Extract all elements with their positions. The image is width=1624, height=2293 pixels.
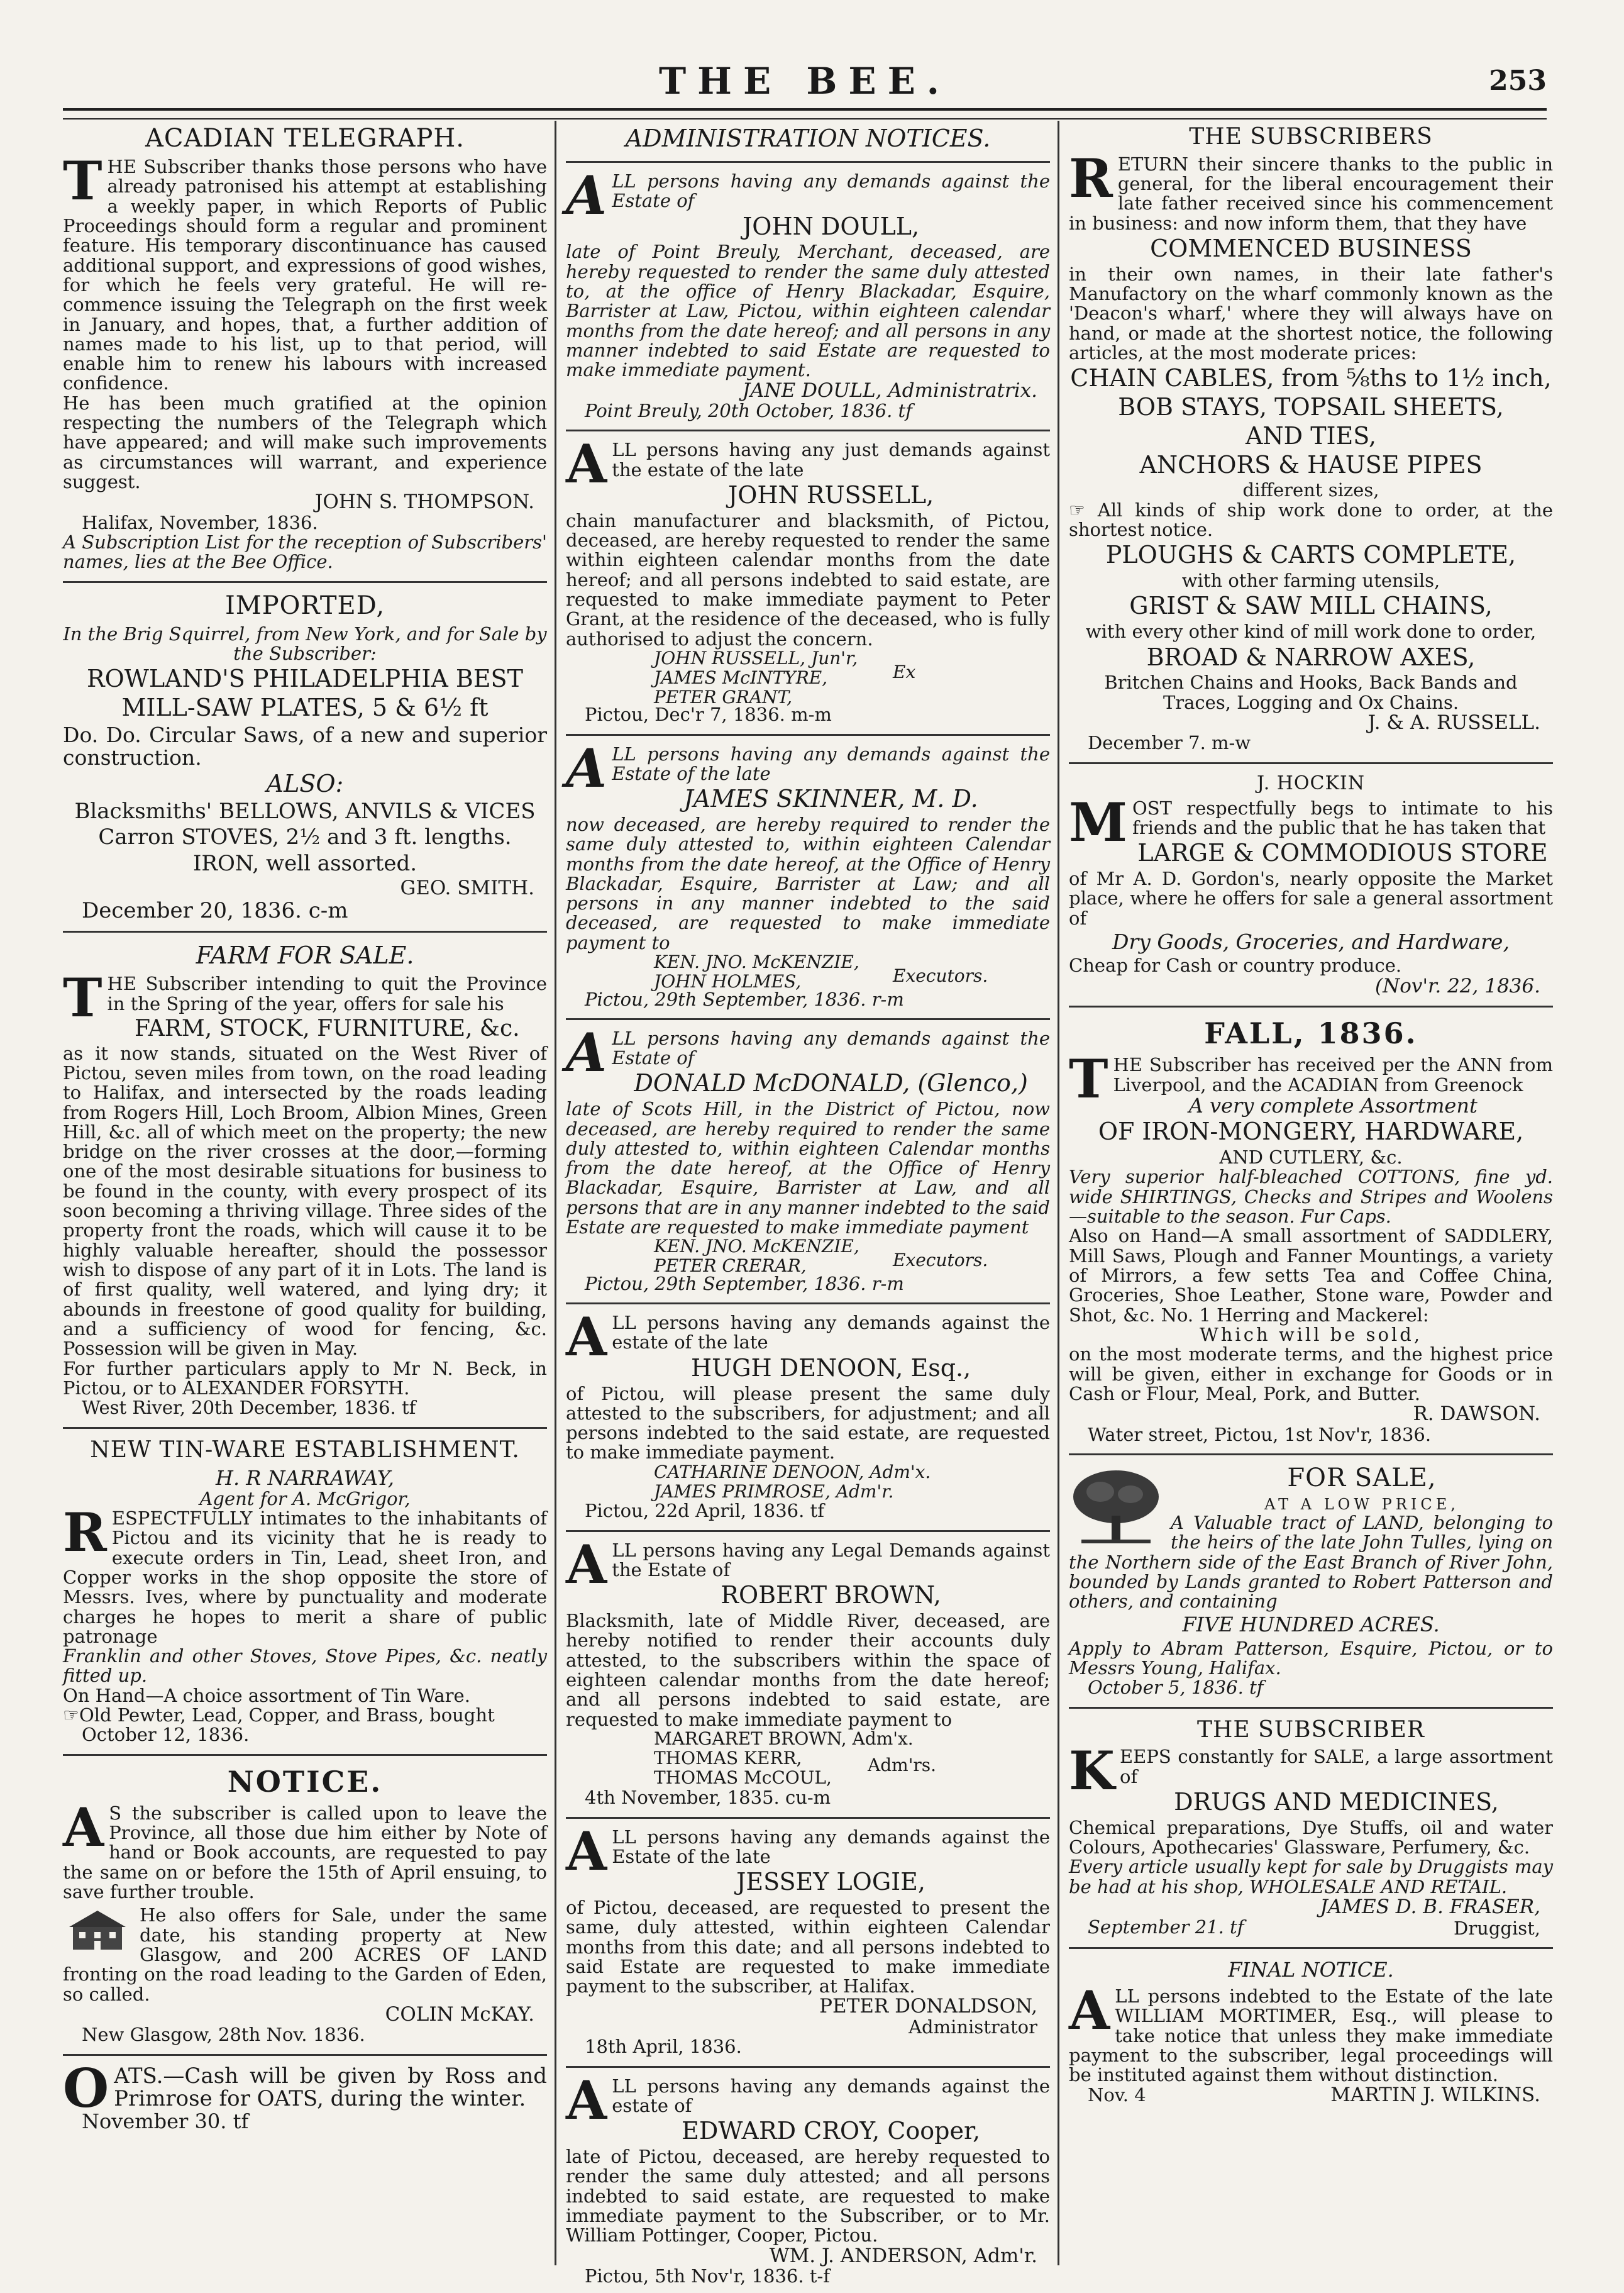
- ad-date: Pictou, 22d April, 1836. tf: [585, 1500, 824, 1522]
- ad-body: ETURN their sincere thanks to the public in general, for the liberal encouragement their late father received since his commencement in business: and now inform them, that they have: [1069, 153, 1553, 234]
- ad-body: He also offers for Sale, under the same date, his standing property at New Glasgow, and 200 ACRES OF LAND fronting on the road leading to the Garden of Eden, so called.: [63, 1904, 547, 2005]
- signature: J. & A. RUSSELL.: [1367, 711, 1540, 734]
- drop-cap: T: [1069, 1048, 1108, 1111]
- drop-cap: A: [566, 164, 607, 226]
- house-icon: [63, 1908, 132, 1956]
- page-number: 253: [1489, 65, 1547, 97]
- section-rule: [63, 931, 547, 933]
- notice-name: EDWARD CROY, Cooper,: [682, 2117, 981, 2145]
- ad-note: A Subscription List for the reception of Subscribers' names, lies at the Bee Office.: [63, 531, 547, 573]
- ad-heading: THE SUBSCRIBERS: [1189, 124, 1433, 150]
- ad-body: LL persons having any demands against the Estate of: [612, 170, 1050, 212]
- section-rule: [1069, 1707, 1553, 1709]
- section-rule: [566, 2066, 1050, 2068]
- ad-body: chain manufacturer and blacksmith, of Pictou, deceased, are hereby requested to render the same within eighteen calendar months from the date hereof; and all persons indebted to said estate, are requested to make immediate payment to Peter Grant, at the residence of the deceased, who is fully authorised to adjust the concern.: [566, 509, 1050, 650]
- ad-body: LL persons having any demands against the estate of the late: [612, 1312, 1050, 1353]
- ad-heading: FALL, 1836.: [1204, 1016, 1418, 1051]
- ad-body: A Valuable tract of LAND, belonging to the heirs of the late John Tulles, lying on the Northern side of the East Branch of River John, bounded by Lands granted to Robert Patterson and others, and containing: [1069, 1511, 1553, 1613]
- column-divider: [555, 121, 556, 2265]
- ad-body: on the most moderate terms, and the highest price will be given, either in exchange for Goods or in Cash or Flour, Meal, Pork, and Butter.: [1069, 1343, 1553, 1404]
- ad-body: LL persons indebted to the Estate of the late WILLIAM MORTIMER, Esq., will please to take notice that unless they make immediate payment to the subscriber, legal proceedings will be instituted against them without distinction.: [1069, 1985, 1553, 2086]
- ad-body: HE Subscriber thanks those persons who have already patronised his attempt at establishing a weekly paper, in which Reports of Public Proceedings should form a regular and prominent feature. His temporary discontinuance has caused additional support, and expressions of good wishes, for which he feels very grateful. He will re-commence issuing the Telegraph on the first week in January, and hopes, that, a further addition of names made to his list, up to that period, will enable him to renew his labours with increased confidence.: [63, 156, 547, 394]
- ad-body: Apply to Abram Patterson, Esquire, Pictou, or to Messrs Young, Halifax.: [1069, 1637, 1553, 1679]
- masthead: [63, 60, 1547, 110]
- ad-line: Dry Goods, Groceries, and Hardware,: [1112, 930, 1510, 955]
- ad-fall-1836: [1069, 1016, 1553, 1445]
- ad-line: PLOUGHS & CARTS COMPLETE,: [1105, 541, 1516, 569]
- ad-russell: [1069, 125, 1553, 753]
- notice-jessey-logie: [566, 1819, 1050, 2058]
- notice-name: DONALD McDONALD, (Glenco,): [634, 1069, 1028, 1097]
- ad-acadian-telegraph: [63, 125, 547, 572]
- column-1: [63, 121, 547, 2265]
- ad-date: September 21. tf: [1088, 1916, 1244, 1938]
- ad-heading: FARM FOR SALE.: [196, 941, 414, 970]
- ad-farm-for-sale: [63, 941, 547, 1418]
- section-rule: [566, 161, 1050, 163]
- ad-date: Pictou, 29th September, 1836. r-m: [585, 988, 904, 1010]
- ad-body: LL persons having any Legal Demands against the Estate of: [612, 1539, 1050, 1581]
- section-rule: [566, 1817, 1050, 1819]
- ad-hockin: [1069, 773, 1553, 997]
- notice-donald-mcdonald: [566, 1021, 1050, 1294]
- ad-date: Nov. 4: [1088, 2084, 1146, 2106]
- executor: KEN. JNO. McKENZIE,: [654, 952, 859, 973]
- ad-line: Britchen Chains and Hooks, Back Bands and Traces, Logging and Ox Chains.: [1104, 672, 1518, 713]
- ad-heading: FOR SALE,: [1287, 1463, 1437, 1492]
- ad-line: OF IRON-MONGERY, HARDWARE,: [1098, 1118, 1524, 1146]
- masthead-rule: [63, 108, 1547, 119]
- section-rule: [566, 1530, 1050, 1532]
- ad-heading: ACADIAN TELEGRAPH.: [145, 124, 465, 153]
- executor: PETER GRANT,: [654, 686, 793, 708]
- drop-cap: T: [63, 150, 102, 212]
- ad-date: December 7. m-w: [1088, 732, 1251, 754]
- ad-body: late of Scots Hill, in the District of Pictou, now deceased, are hereby required to render the same duly attested to, within eighteen Calendar months from the date hereof, at the Office of Henry Blackadar, Esquire, Barrister at Law, and all persons that are in any manner indebted to the said Estate are requested to make immediate payment: [566, 1098, 1050, 1238]
- ad-body: Also on Hand—A small assortment of SADDLERY, Mill Saws, Plough and Fanner Mountings, a variety of Mirrors, a few setts Tea and Coffee China, Groceries, Shoe Leather, Stone ware, Powder and Shot, &c. No. 1 Herring and Mackerel:: [1069, 1225, 1553, 1326]
- newspaper-title: THE BEE.: [659, 60, 951, 103]
- ad-name: H. R NARRAWAY,: [216, 1466, 394, 1491]
- executor: JAMES McINTYRE,: [654, 667, 828, 688]
- section-rule: [566, 734, 1050, 736]
- ad-line: BOB STAYS, TOPSAIL SHEETS,: [1118, 393, 1504, 421]
- drop-cap: K: [1069, 1740, 1115, 1802]
- ad-date: Pictou, Dec'r 7, 1836. m-m: [585, 704, 832, 726]
- notice-name: JESSEY LOGIE,: [736, 1868, 926, 1896]
- ad-also: ALSO:: [266, 770, 344, 798]
- ad-date: (Nov'r. 22, 1836.: [1375, 974, 1540, 997]
- notice-name: ROBERT BROWN,: [721, 1581, 941, 1609]
- executor-role: Executors.: [893, 965, 988, 986]
- ad-date: October 5, 1836. tf: [1088, 1677, 1264, 1699]
- notice-name: HUGH DENOON, Esq.,: [690, 1353, 971, 1382]
- notice-hugh-denoon: [566, 1306, 1050, 1522]
- ad-tin-ware: [63, 1438, 547, 1745]
- ad-heading: IMPORTED,: [224, 591, 385, 620]
- drop-cap: A: [566, 1021, 607, 1084]
- ad-fraser-drugs: [1069, 1718, 1553, 1938]
- section-rule: [566, 1302, 1050, 1304]
- ad-line: with other farming utensils,: [1181, 570, 1440, 592]
- ad-body: ☞Old Pewter, Lead, Copper, and Brass, bought: [63, 1704, 495, 1726]
- column-2: [566, 121, 1050, 2287]
- executor: THOMAS McCOUL,: [654, 1767, 832, 1788]
- executor: JAMES PRIMROSE, Adm'r.: [654, 1480, 894, 1502]
- ad-line: Blacksmiths' BELLOWS, ANVILS & VICES: [74, 798, 536, 824]
- ad-body: in their own names, in their late father's Manufactory on the wharf commonly known as the 'Deacon's wharf,' where they will always have on hand, or made at the shortest notice, the following articles, at the most moderate prices:: [1069, 263, 1553, 364]
- ad-body: EEPS constantly for SALE, a large assortment of: [1120, 1746, 1553, 1787]
- signature: JAMES D. B. FRASER,: [1320, 1895, 1540, 1918]
- ad-notice: [63, 1765, 547, 2045]
- section-rule: [1069, 1453, 1553, 1455]
- ad-body: HE Subscriber intending to quit the Province in the Spring of the year, offers for sale his: [107, 973, 547, 1014]
- drop-cap: A: [1069, 1979, 1110, 2041]
- ad-heading: J. HOCKIN: [1257, 772, 1365, 794]
- signature: JANE DOULL, Administratrix.: [742, 379, 1037, 402]
- notice-name: JAMES SKINNER, M. D.: [683, 785, 978, 813]
- executor: KEN. JNO. McKENZIE,: [654, 1236, 859, 1257]
- ad-body: as it now stands, situated on the West River of Pictou, seven miles from town, on the road leading to Halifax, and intersected by the roads leading from Rogers Hill, Loch Broom, Albion Mines, Green Hill, &c. all of which meet on the property; the new bridge on the river crosses at the door,—forming one of the most desirable situations for business to be found in the county, with every prospect of its soon becoming a thriving village. Three sides of the property front the roads, which will cause it to be highly valuable hereafter, should the possessor wish to dispose of any part of it in Lots. The land is of first quality, well watered, and lying dry; it abounds in freestone of good quality for building, and a sufficiency of wood for fencing, &c. Possession will be given in May.: [63, 1042, 547, 1360]
- drop-cap: A: [566, 2068, 607, 2131]
- ad-date: Water street, Pictou, 1st Nov'r, 1836.: [1088, 1423, 1432, 1445]
- drop-cap: M: [1069, 791, 1127, 853]
- ad-line: ☞ All kinds of ship work done to order, at the shortest notice.: [1069, 499, 1553, 541]
- executor: JOHN RUSSELL, Jun'r,: [654, 648, 858, 669]
- ad-body: of Pictou, will please present the same duly attested to the subscribers, for adjustment; and all persons indebted to the said estate, are requested to make immediate payment.: [566, 1382, 1050, 1463]
- ad-body: ESPECTFULLY intimates to the inhabitants of Pictou and its vicinity that he is ready to execute orders in Tin, Lead, sheet Iron, and Copper works in the shop opposite the store of Messrs. Ives, where by punctuality and moderate charges he hopes to merit a share of public patronage: [63, 1507, 547, 1647]
- ad-body: OST respectfully begs to intimate to his friends and the public that he has taken that: [1132, 797, 1553, 839]
- ad-heading: THE SUBSCRIBER: [1197, 1716, 1425, 1743]
- ad-body: late of Pictou, deceased, are hereby requested to render the same duly attested; and all persons indebted to said estate, are requested to make immediate payment to the Subscriber, or to Mr. William Pottinger, Cooper, Pictou.: [566, 2146, 1050, 2246]
- ad-body: Every article usually kept for sale by Druggists may be had at his shop, WHOLESALE AND RETAIL.: [1069, 1856, 1553, 1897]
- ad-date: Halifax, November, 1836.: [82, 511, 318, 533]
- ad-body: ATS.—Cash will be given by Ross and Primrose for OATS, during the winter.: [114, 2063, 547, 2112]
- ad-heading: NEW TIN-WARE ESTABLISHMENT.: [90, 1436, 520, 1463]
- drop-cap: R: [63, 1501, 107, 1563]
- column-3: [1069, 121, 1553, 2265]
- executor-role: Ex: [893, 662, 916, 683]
- ad-line: COMMENCED BUSINESS: [1150, 234, 1472, 262]
- notice-robert-brown: [566, 1533, 1050, 1809]
- ad-line: ROWLAND'S PHILADELPHIA BEST: [87, 665, 523, 693]
- ad-subheading: In the Brig Squirrel, from New York, and for Sale by the Subscriber:: [63, 623, 547, 665]
- ad-oats: [63, 2057, 547, 2134]
- ad-body: Very superior half-bleached COTTONS, fine yd. wide SHIRTINGS, Checks and Stripes and Woolens—suitable to the season. Fur Caps.: [1069, 1166, 1553, 1228]
- ad-body: For further particulars apply to Mr N. Beck, in Pictou, or to ALEXANDER FORSYTH.: [63, 1357, 547, 1399]
- notice-john-doull: [566, 164, 1050, 422]
- executor: PETER CRERAR,: [654, 1255, 807, 1277]
- ad-imported: [63, 592, 547, 923]
- section-rule: [566, 1018, 1050, 1020]
- signature: WM. J. ANDERSON, Adm'r.: [769, 2244, 1037, 2267]
- ad-body: Chemical preparations, Dye Stuffs, oil and water Colours, Apothecaries' Glassware, Perfumery, &c.: [1069, 1816, 1553, 1858]
- ad-body: LL persons having any demands against the Estate of the late: [612, 743, 1050, 784]
- ad-body: LL persons having any demands against the Estate of: [612, 1027, 1050, 1069]
- notice-john-russell: [566, 433, 1050, 726]
- ad-date: December 20, 1836. c-m: [82, 897, 348, 923]
- ad-line: GRIST & SAW MILL CHAINS,: [1129, 592, 1493, 620]
- section-rule: [566, 430, 1050, 431]
- ad-subheading: Agent for A. McGrigor,: [199, 1487, 411, 1509]
- signature: PETER DONALDSON,: [819, 1995, 1037, 2018]
- signature: GEO. SMITH.: [400, 877, 534, 900]
- signature-role: Druggist,: [1454, 1917, 1540, 1939]
- ad-body: Franklin and other Stoves, Stove Pipes, &c. neatly fitted up.: [63, 1645, 547, 1687]
- drop-cap: A: [63, 1796, 104, 1858]
- ad-body: late of Point Breuly, Merchant, deceased, are hereby requested to render the same duly attested to, at the office of Henry Blackadar, Esquire, Barrister at Law, Pictou, within eighteen calendar months from the date hereof; and all persons in any manner indebted to said Estate are requested to make immediate payment.: [566, 241, 1050, 381]
- ad-date: November 30. tf: [82, 2109, 249, 2134]
- ad-date: 18th April, 1836.: [585, 2036, 742, 2058]
- ad-heading: NOTICE.: [227, 1764, 383, 1799]
- notice-james-skinner: [566, 736, 1050, 1010]
- ad-date: Pictou, 5th Nov'r, 1836. t-f: [585, 2265, 830, 2287]
- column-divider: [1058, 121, 1059, 2265]
- ad-body: of Mr A. D. Gordon's, nearly opposite the Market place, where he offers for sale a general assortment of: [1069, 868, 1553, 929]
- ad-line: AT A LOW PRICE,: [1264, 1496, 1459, 1513]
- ad-body: now deceased, are hereby required to render the same duly attested to, within eighteen Calendar months from the date hereof, at the Office of Henry Blackadar, Esquire, Barrister at Law; and all persons in any manner indebted to the said deceased, are requested to make immediate payment to: [566, 813, 1050, 953]
- drop-cap: R: [1069, 147, 1113, 209]
- section-rule: [1069, 1947, 1553, 1949]
- section-rule: [63, 1427, 547, 1429]
- ad-line: with every other kind of mill work done to order,: [1085, 621, 1537, 643]
- ad-line: Which will be sold,: [1199, 1323, 1423, 1345]
- drop-cap: T: [63, 967, 102, 1030]
- drop-cap: A: [566, 433, 607, 496]
- ad-body: Cheap for Cash or country produce.: [1069, 955, 1402, 977]
- drop-cap: A: [566, 1533, 607, 1596]
- ad-line: FIVE HUNDRED ACRES.: [1182, 1613, 1440, 1637]
- section-rule: [63, 581, 547, 583]
- ad-line: ANCHORS & HAUSE PIPES: [1139, 450, 1483, 479]
- signature-role: Administrator: [909, 2016, 1037, 2038]
- notice-name: JOHN RUSSELL,: [728, 481, 934, 509]
- ad-date: Pictou, 29th September, 1836. r-m: [585, 1272, 904, 1294]
- ad-body: of Pictou, deceased, are requested to present the same, duly attested, within eighteen Calendar months from this date; and all persons indebted to said Estate are requested to make immediate payment to the subscriber, at Halifax.: [566, 1896, 1050, 1997]
- signature: COLIN McKAY.: [385, 2002, 534, 2026]
- ad-body: LL persons having any demands against the estate of: [612, 2075, 1050, 2116]
- ad-body: LL persons having any demands against the Estate of the late: [612, 1826, 1050, 1867]
- ad-body: He has been much gratified at the opinion respecting the numbers of the Telegraph which have appeared; and will make such improvements as circumstances will warrant, and experience suggest.: [63, 392, 547, 492]
- ad-line: Do. Do. Circular Saws, of a new and superior construction.: [63, 722, 547, 770]
- notice-edward-croy: [566, 2068, 1050, 2287]
- ad-line: A very complete Assortment: [1188, 1093, 1478, 1118]
- ad-body: S the subscriber is called upon to leave the Province, all those due him either by Note of hand or Book accounts, are requested to pay the same on or before the 15th of April ensuing, to save further trouble.: [63, 1802, 547, 1902]
- section-rule: [1069, 762, 1553, 764]
- ad-date: Point Breuly, 20th October, 1836. tf: [585, 400, 912, 422]
- executor-role: Adm'rs.: [868, 1755, 937, 1776]
- ad-date: West River, 20th December, 1836. tf: [82, 1397, 416, 1419]
- section-rule: [1069, 1006, 1553, 1008]
- ad-body: On Hand—A choice assortment of Tin Ware.: [63, 1684, 470, 1706]
- ad-body: LL persons having any just demands against the estate of the late: [612, 439, 1050, 480]
- drop-cap: A: [566, 1819, 607, 1882]
- executor: CATHARINE DENOON, Adm'x.: [654, 1461, 931, 1482]
- ad-line: LARGE & COMMODIOUS STORE: [1137, 839, 1548, 867]
- ad-heading: FINAL NOTICE.: [1228, 1957, 1394, 1982]
- ad-line: CHAIN CABLES, from ⅝ths to 1½ inch,: [1070, 364, 1552, 392]
- ad-line: AND TIES,: [1245, 421, 1377, 450]
- ad-line: Carron STOVES, 2½ and 3 ft. lengths.: [98, 824, 512, 850]
- ad-line: IRON, well assorted.: [192, 850, 417, 876]
- ad-line: MILL-SAW PLATES, 5 & 6½ ft: [121, 694, 489, 722]
- ad-final-notice: [1069, 1958, 1553, 2106]
- signature: MARTIN J. WILKINS.: [1330, 2083, 1540, 2106]
- tree-icon: [1069, 1467, 1163, 1551]
- drop-cap: A: [566, 1306, 607, 1369]
- ad-date: October 12, 1836.: [82, 1724, 250, 1746]
- ad-body: Blacksmith, late of Middle River, deceased, are hereby notified to render their accounts duly attested, to the subscribers within the space of eighteen calendar months from the date hereof; and all persons indebted to said estate, are requested to make immediate payment to: [566, 1610, 1050, 1730]
- ad-body: HE Subscriber has received per the ANN from Liverpool, and the ACADIAN from Greenock: [1113, 1054, 1553, 1096]
- ad-line: different sizes,: [1242, 479, 1379, 501]
- signature: JOHN S. THOMPSON.: [314, 491, 534, 514]
- ad-land-for-sale: [1069, 1464, 1553, 1698]
- executor: MARGARET BROWN, Adm'x.: [654, 1728, 914, 1749]
- notice-name: JOHN DOULL,: [743, 212, 920, 240]
- ad-line: BROAD & NARROW AXES,: [1146, 643, 1476, 671]
- drop-cap: O: [63, 2057, 109, 2119]
- section-rule: [63, 1754, 547, 1756]
- executor: JOHN HOLMES,: [654, 970, 802, 992]
- ad-line: DRUGS AND MEDICINES,: [1174, 1787, 1499, 1816]
- executor: THOMAS KERR,: [654, 1747, 802, 1768]
- ad-date: New Glasgow, 28th Nov. 1836.: [82, 2024, 365, 2046]
- ad-date: 4th November, 1835. cu-m: [585, 1787, 831, 1809]
- section-heading: ADMINISTRATION NOTICES.: [625, 125, 991, 152]
- ad-line: AND CUTLERY, &c.: [1219, 1146, 1403, 1169]
- executor-role: Executors.: [893, 1250, 988, 1271]
- ad-line: FARM, STOCK, FURNITURE, &c.: [134, 1015, 520, 1041]
- section-rule: [63, 2054, 547, 2056]
- signature: R. DAWSON.: [1413, 1402, 1540, 1426]
- drop-cap: A: [566, 736, 607, 799]
